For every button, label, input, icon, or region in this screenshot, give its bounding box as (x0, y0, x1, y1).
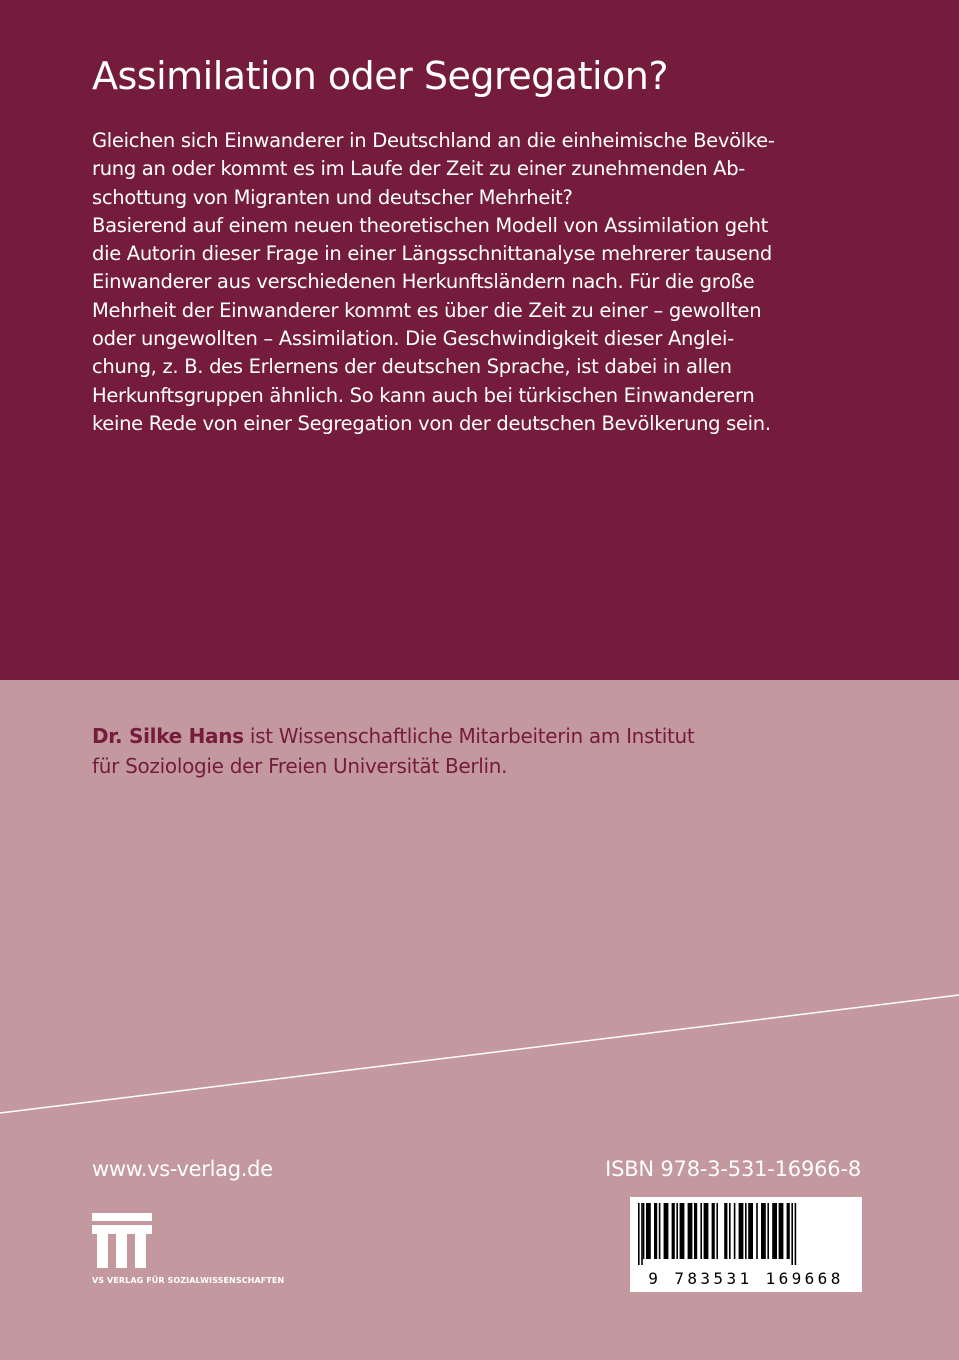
blurb-line: Basierend auf einem neuen theoretischen Modell von Assimilation geht (92, 213, 768, 237)
publisher-logo-icon (92, 1213, 154, 1271)
barcode-bar (756, 1203, 758, 1259)
blurb-line: oder ungewollten – Assimilation. Die Geschwindigkeit dieser Anglei- (92, 327, 734, 351)
barcode-bar (646, 1203, 651, 1259)
barcode-bar (659, 1203, 661, 1259)
blurb-line: die Autorin dieser Frage in einer Längsschnittanalyse mehrerer tausend (92, 242, 772, 266)
author-name: Dr. Silke Hans (92, 724, 244, 748)
barcode-bar (712, 1203, 715, 1259)
blurb-text (92, 127, 852, 438)
barcode-digits: 9 783531 169668 (648, 1269, 844, 1288)
blurb-line: Mehrheit der Einwanderer kommt es über die Zeit zu einer – gewollten (92, 298, 762, 322)
barcode-bar (724, 1203, 727, 1259)
isbn-barcode (630, 1197, 862, 1292)
barcode-bar (704, 1203, 709, 1259)
author-bio-line (92, 721, 852, 751)
barcode-bar (664, 1203, 669, 1259)
barcode-bar (729, 1203, 731, 1259)
barcode-bar (734, 1203, 736, 1259)
barcode-bar (643, 1203, 645, 1259)
barcode-bar (791, 1203, 793, 1265)
barcode-bar (779, 1203, 784, 1259)
barcode-bar (748, 1203, 753, 1259)
book-title: Assimilation oder Segregation? (92, 54, 669, 98)
barcode-bar (795, 1203, 797, 1265)
barcode-bar (772, 1203, 777, 1259)
barcode-bar (672, 1203, 675, 1259)
barcode-bar (787, 1203, 790, 1259)
blurb-line: chung, z. B. des Erlernens der deutschen Sprache, ist dabei in allen (92, 355, 732, 379)
isbn-label: ISBN 978-3-531-16966-8 (605, 1157, 861, 1181)
barcode-bar (694, 1203, 697, 1259)
barcode-bar (700, 1203, 702, 1259)
author-bio-text: ist Wissenschaftliche Mitarbeiterin am Institut (243, 724, 695, 748)
publisher-url[interactable]: www.vs-verlag.de (92, 1157, 273, 1181)
publisher-logo-text: VS VERLAG FÜR SOZIALWISSENSCHAFTEN (92, 1276, 285, 1285)
barcode-bar (739, 1203, 744, 1259)
barcode-bar (638, 1203, 640, 1265)
blurb-line: Einwanderer aus verschiedenen Herkunftsländern nach. Für die große (92, 270, 755, 294)
barcode-bars (636, 1203, 856, 1265)
barcode-bar (641, 1203, 643, 1265)
author-bio-line: für Soziologie der Freien Universität Berlin. (92, 754, 508, 778)
barcode-bar (688, 1203, 693, 1259)
blurb-line: Herkunftsgruppen ähnlich. So kann auch bei türkischen Einwanderern (92, 383, 755, 407)
barcode-bar (654, 1203, 657, 1259)
barcode-bar (680, 1203, 685, 1259)
blurb-line: Gleichen sich Einwanderer in Deutschland an die einheimische Bevölke- (92, 129, 775, 152)
author-bio (92, 721, 852, 781)
blurb-line: schottung von Migranten und deutscher Mehrheit? (92, 185, 573, 209)
barcode-bar (676, 1203, 678, 1259)
barcode-bar (716, 1203, 718, 1259)
blurb-line: keine Rede von einer Segregation von der deutschen Bevölkerung sein. (92, 411, 771, 435)
barcode-bar (767, 1203, 769, 1259)
barcode-bar (761, 1203, 766, 1259)
barcode-bar (745, 1203, 747, 1259)
blurb-line: rung an oder kommt es im Laufe der Zeit zu einer zunehmenden Ab- (92, 157, 746, 181)
